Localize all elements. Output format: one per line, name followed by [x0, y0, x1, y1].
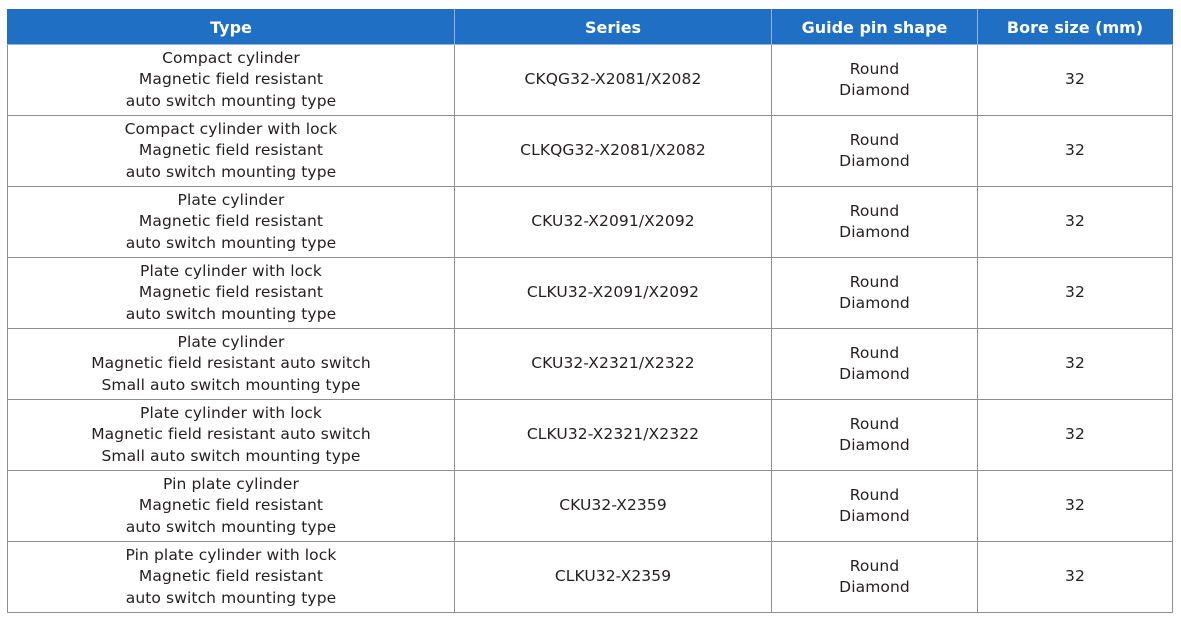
table-row: [8, 329, 1173, 400]
type-line: Magnetic field resistant: [138, 141, 324, 160]
series-cell: CKU32-X2091/X2092: [455, 187, 772, 258]
type-line: Magnetic field resistant auto switch: [91, 354, 371, 373]
type-cell: [8, 400, 455, 471]
series-cell: CLKU32-X2091/X2092: [455, 258, 772, 329]
pin-shape-line: Diamond: [839, 507, 910, 525]
pin-shape-line: Round: [849, 343, 900, 362]
table-header-row: [8, 10, 1173, 45]
pin-shape-line: Round: [849, 59, 900, 78]
type-line: auto switch mounting type: [125, 162, 337, 181]
pin-shape-line: Diamond: [839, 81, 910, 99]
pin-shape-line: Diamond: [839, 436, 910, 454]
spec-table-container: [7, 9, 1173, 613]
type-cell: [8, 542, 455, 613]
type-line: Magnetic field resistant: [138, 283, 324, 302]
guide-pin-shape-cell: [772, 45, 978, 116]
type-line: Magnetic field resistant: [138, 567, 324, 586]
bore-size-cell: 32: [978, 329, 1173, 400]
type-line: Compact cylinder: [162, 48, 300, 67]
type-line: Magnetic field resistant: [138, 70, 324, 89]
guide-pin-shape-cell: [772, 116, 978, 187]
bore-size-cell: 32: [978, 471, 1173, 542]
type-line: auto switch mounting type: [125, 517, 337, 536]
type-line: Plate cylinder with lock: [140, 261, 322, 280]
bore-size-cell: 32: [978, 542, 1173, 613]
type-cell: [8, 258, 455, 329]
type-line: auto switch mounting type: [125, 588, 337, 607]
type-line: Plate cylinder: [177, 190, 285, 209]
pin-shape-line: Round: [849, 414, 900, 433]
type-line: Small auto switch mounting type: [101, 446, 361, 465]
bore-size-cell: 32: [978, 45, 1173, 116]
type-line: Magnetic field resistant: [138, 496, 324, 515]
guide-pin-shape-cell: [772, 258, 978, 329]
type-line: Plate cylinder: [177, 332, 285, 351]
header-type: Type: [8, 10, 455, 45]
pin-shape-line: Diamond: [839, 152, 910, 170]
type-cell: [8, 329, 455, 400]
header-series: Series: [455, 10, 772, 45]
series-cell: CLKU32-X2359: [455, 542, 772, 613]
table-row: [8, 187, 1173, 258]
type-cell: [8, 116, 455, 187]
type-line: Compact cylinder with lock: [124, 119, 338, 138]
pin-shape-line: Diamond: [839, 294, 910, 312]
type-line: auto switch mounting type: [125, 233, 337, 252]
type-cell: [8, 471, 455, 542]
type-line: Plate cylinder with lock: [140, 403, 322, 422]
guide-pin-shape-cell: [772, 400, 978, 471]
series-cell: CKU32-X2321/X2322: [455, 329, 772, 400]
pin-shape-line: Round: [849, 485, 900, 504]
pin-shape-line: Diamond: [839, 223, 910, 241]
type-line: auto switch mounting type: [125, 91, 337, 110]
table-row: [8, 471, 1173, 542]
type-line: auto switch mounting type: [125, 304, 337, 323]
bore-size-cell: 32: [978, 187, 1173, 258]
type-cell: [8, 45, 455, 116]
guide-pin-shape-cell: [772, 329, 978, 400]
bore-size-cell: 32: [978, 258, 1173, 329]
pin-shape-line: Round: [849, 556, 900, 575]
series-cell: CKU32-X2359: [455, 471, 772, 542]
type-line: Small auto switch mounting type: [101, 375, 361, 394]
table-row: [8, 116, 1173, 187]
table-row: [8, 542, 1173, 613]
type-cell: [8, 187, 455, 258]
pin-shape-line: Diamond: [839, 578, 910, 596]
header-guide-pin-shape: Guide pin shape: [772, 10, 978, 45]
guide-pin-shape-cell: [772, 187, 978, 258]
type-line: Magnetic field resistant: [138, 212, 324, 231]
type-line: Magnetic field resistant auto switch: [91, 425, 371, 444]
type-line: Pin plate cylinder with lock: [125, 545, 337, 564]
table-row: [8, 258, 1173, 329]
spec-table: [7, 9, 1173, 613]
bore-size-cell: 32: [978, 400, 1173, 471]
series-cell: CLKU32-X2321/X2322: [455, 400, 772, 471]
pin-shape-line: Round: [849, 272, 900, 291]
series-cell: CKQG32-X2081/X2082: [455, 45, 772, 116]
guide-pin-shape-cell: [772, 471, 978, 542]
type-line: Pin plate cylinder: [163, 474, 299, 493]
pin-shape-line: Round: [849, 130, 900, 149]
table-row: [8, 45, 1173, 116]
pin-shape-line: Diamond: [839, 365, 910, 383]
guide-pin-shape-cell: [772, 542, 978, 613]
table-row: [8, 400, 1173, 471]
pin-shape-line: Round: [849, 201, 900, 220]
bore-size-cell: 32: [978, 116, 1173, 187]
series-cell: CLKQG32-X2081/X2082: [455, 116, 772, 187]
header-bore-size: Bore size (mm): [978, 10, 1173, 45]
